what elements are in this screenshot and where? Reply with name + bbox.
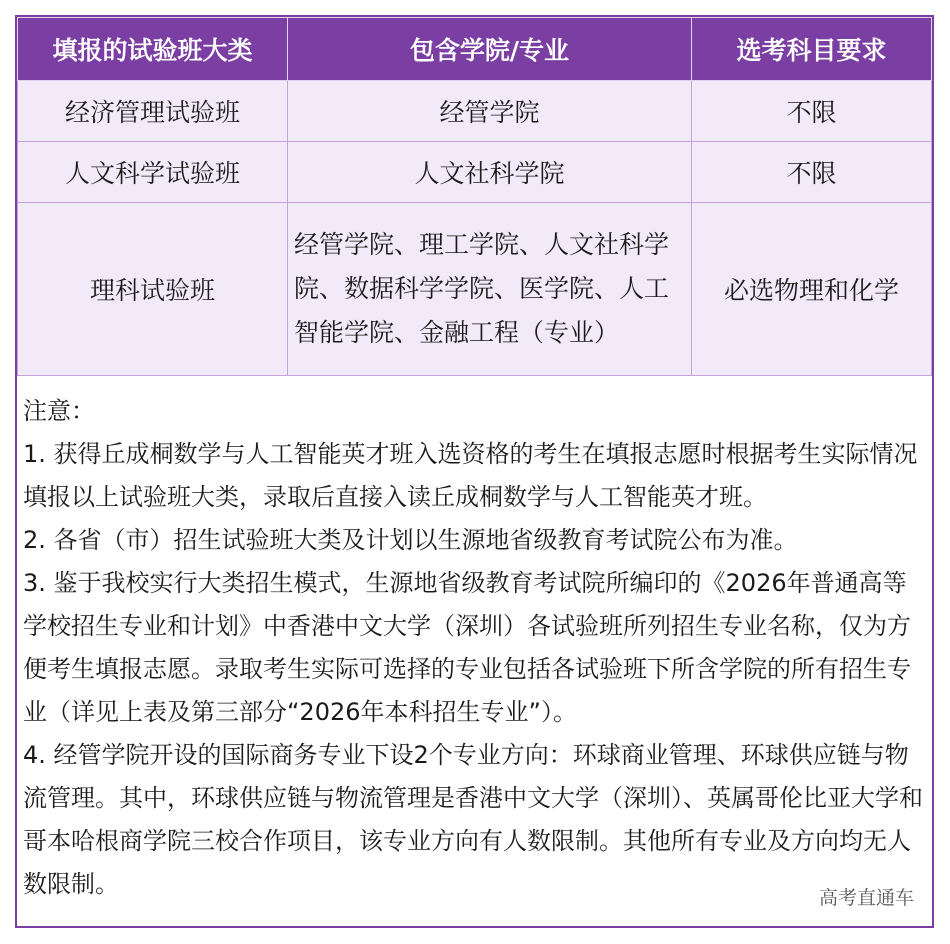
- notes-title: 注意：: [23, 397, 95, 425]
- cell-category: 人文科学试验班: [18, 142, 288, 203]
- header-colleges: 包含学院/专业: [288, 18, 692, 81]
- cell-colleges: 经管学院、理工学院、人文社科学院、数据科学学院、医学院、人工智能学院、金融工程（专业）: [288, 203, 692, 376]
- table-row: [18, 142, 932, 203]
- cell-colleges: 经管学院: [288, 81, 692, 142]
- cell-subjects: 不限: [692, 142, 932, 203]
- cell-subjects: 不限: [692, 81, 932, 142]
- table-row: [18, 203, 932, 376]
- table-header-row: [18, 18, 932, 81]
- cell-subjects: 必选物理和化学: [692, 203, 932, 376]
- cell-category: 经济管理试验班: [18, 81, 288, 142]
- cell-category: 理科试验班: [18, 203, 288, 376]
- document-frame: [15, 15, 934, 928]
- cell-colleges: 人文社科学院: [288, 142, 692, 203]
- note-item: 4. 经管学院开设的国际商务专业下设2个专业方向：环球商业管理、环球供应链与物流管理。其中，环球供应链与物流管理是香港中文大学（深圳）、英属哥伦比亚大学和哥本哈根商学院三校合作项目，该专业方向有人数限制。其他所有专业及方向均无人数限制。: [23, 741, 923, 898]
- table-row: [18, 81, 932, 142]
- notes-section: [17, 376, 932, 906]
- note-item: 3. 鉴于我校实行大类招生模式，生源地省级教育考试院所编印的《2026年普通高等学校招生专业和计划》中香港中文大学（深圳）各试验班所列招生专业名称，仅为方便考生填报志愿。录取考生实际可选择的专业包括各试验班下所含学院的所有招生专业（详见上表及第三部分“2026年本科招生专业”）。: [23, 569, 911, 726]
- header-category: 填报的试验班大类: [18, 18, 288, 81]
- note-item: 2. 各省（市）招生试验班大类及计划以生源地省级教育考试院公布为准。: [23, 526, 798, 554]
- enrollment-table: [17, 17, 932, 376]
- header-subjects: 选考科目要求: [692, 18, 932, 81]
- watermark: 高考直通车: [818, 887, 914, 909]
- note-item: 1. 获得丘成桐数学与人工智能英才班入选资格的考生在填报志愿时根据考生实际情况填报以上试验班大类，录取后直接入读丘成桐数学与人工智能英才班。: [23, 440, 918, 511]
